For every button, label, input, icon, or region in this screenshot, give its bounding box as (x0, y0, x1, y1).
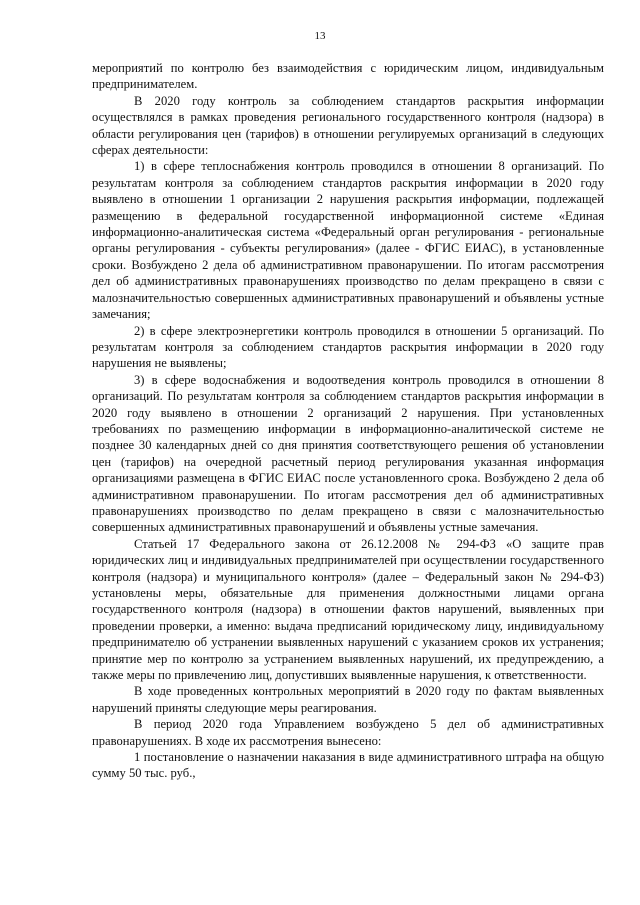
paragraph-disclosure-control: В 2020 году контроль за соблюдением стандартов раскрытия информации осуществлялся в рамках проведения регионального государственного контроля (надзора) в области регулирования цен (тарифов) в отношении регулируемых организаций в следующих сферах деятельности: (92, 93, 604, 158)
page-number: 13 (314, 30, 326, 42)
paragraph-water-supply: 3) в сфере водоснабжения и водоотведения контроль проводился в отношении 8 организаций. По результатам контроля за соблюдением стандартов раскрытия информации в 2020 году выявлено в отношении 2 организаций 2 нарушения. При установленных требованиях по размещению информации в информационно-аналитической системе не позднее 30 календарных дней со дня принятия соответствующего решения об установлении цен (тарифов) на очередной расчетный период регулирования указанная информация организациями размещена в ФГИС ЕИАС после установленного срока. Возбуждено 2 дела об административном правонарушении. По итогам рассмотрения дел об административных правонарушениях производство по делам прекращено в связи с малозначительностью совершенных административных правонарушений и объявлены устные замечания. (92, 372, 604, 535)
paragraph-continuation: мероприятий по контролю без взаимодействия с юридическим лицом, индивидуальным предпринимателем. (92, 61, 604, 92)
paragraph-cases-initiated: В период 2020 года Управлением возбуждено 5 дел об административных правонарушениях. В ходе их рассмотрения вынесено: (92, 717, 604, 748)
paragraph-response-measures: В ходе проведенных контрольных мероприятий в 2020 году по фактам выявленных нарушений приняты следующие меры реагирования. (92, 684, 604, 715)
paragraph-article-17: Статьей 17 Федерального закона от 26.12.2008 № 294-ФЗ «О защите прав юридических лиц и индивидуальных предпринимателей при осуществлении государственного контроля (надзора) и муниципального контроля» (далее – Федеральный закон № 294-ФЗ) установлены меры, обязательные для применения должностными лицами органа государственного контроля (надзора) в отношении фактов нарушений, выявленных при проведении проверки, а именно: выдача предписаний юридическому лицу, индивидуальному предпринимателю об устранении выявленных нарушений с указанием сроков их устранения; принятие мер по контролю за устранением выявленных нарушений, их предупреждению, а также меры по привлечению лиц, допустивших выявленные нарушения, к ответственности. (92, 536, 604, 683)
paragraph-heat-supply: 1) в сфере теплоснабжения контроль проводился в отношении 8 организаций. По результатам контроля за соблюдением стандартов раскрытия информации в 2020 году выявлено в отношении 1 организации 2 нарушения раскрытия информации, подлежащей размещению в федеральной государственной информационной системе «Единая информационно-аналитическая система «Федеральный орган регулирования - региональные органы регулирования - субъекты регулирования» (далее - ФГИС ЕИАС), в установленные сроки. Возбуждено 2 дела об административном правонарушении. По итогам рассмотрения дел об административных правонарушениях производство по делам прекращено в связи с малозначительностью совершенных административных правонарушений и объявлены устные замечания; (92, 159, 604, 322)
paragraph-fine-decision: 1 постановление о назначении наказания в виде административного штрафа на общую сумму 50 тыс. руб., (92, 750, 604, 781)
document-body (92, 60, 604, 782)
paragraph-electric-power: 2) в сфере электроэнергетики контроль проводился в отношении 5 организаций. По результатам контроля за соблюдением стандартов раскрытия информации в 2020 году нарушения не выявлены; (92, 323, 604, 371)
